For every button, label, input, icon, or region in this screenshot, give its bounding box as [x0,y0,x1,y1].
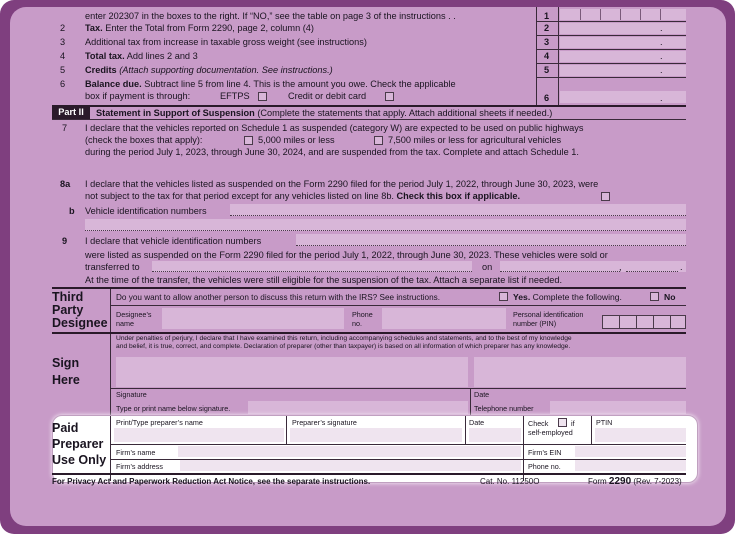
line8b-label: Vehicle identification numbers [85,206,207,216]
preparer-date-field[interactable] [469,428,521,442]
line8a-text-b: not subject to the tax for that period except for any vehicles listed on line 8b. Check this box if applicable. [85,191,521,201]
preparer-name-field[interactable] [114,428,284,442]
line9-num: 9 [62,236,68,246]
designee-phone-label-1: Phone [352,310,373,319]
third-party-heading-3: Designee [52,316,108,330]
penalty-text-1: Under penalties of perjury, I declare that I have examined this return, including accompanying schedules and statements, and to the best of my knowledge [116,335,572,342]
telephone-label: Telephone number [474,404,534,413]
line2-num: 2 [60,23,66,33]
cat-number: Cat. No. 11250O [480,477,540,486]
firm-ein-label: Firm’s EIN [528,448,562,457]
7500-miles-checkbox[interactable] [374,136,383,145]
form-number: Form 2290 (Rev. 7-2023) [588,476,682,487]
box5-num: 5 [544,65,550,75]
firm-ein-field[interactable] [575,446,686,457]
line6-num: 6 [60,79,66,89]
credit-card-checkbox[interactable] [385,92,394,101]
designee-no-label: No [664,292,676,302]
telephone-field[interactable] [550,401,686,414]
line9-text-b: were listed as suspended on the Form 2290 filed for the period July 1, 2022, through June 30, 2023. These vehicles were sold or [85,250,608,260]
privacy-notice: For Privacy Act and Paperwork Reduction Act Notice, see the separate instructions. [52,477,371,486]
line1-date-boxes[interactable] [560,9,686,20]
preparer-name-label: Print/Type preparer’s name [116,418,203,427]
credit-card-label: Credit or debit card [288,91,367,101]
third-party-heading-1: Third [52,290,84,304]
part2-title: Statement in Support of Suspension (Complete the statements that apply. Attach additional sheets if needed.) [96,108,553,118]
line6-text2: box if payment is through: [85,91,191,101]
5000-miles-label: 5,000 miles or less [258,135,335,145]
firm-name-field[interactable] [178,446,521,457]
designee-yes-checkbox[interactable] [499,292,508,301]
box4-num: 4 [544,51,550,61]
line6-amount[interactable] [560,91,686,103]
line2-text: Tax. Enter the Total from Form 2290, page 2, column (4) [85,23,314,33]
self-employed-checkbox[interactable] [558,418,567,427]
line7-text-a: I declare that the vehicles reported on Schedule 1 as suspended (category W) are expected to be used on public highways [85,123,584,133]
line8b-num: b [69,206,75,216]
designee-name-label-2: name [116,319,134,328]
line4-text: Total tax. Add lines 2 and 3 [85,51,198,61]
signature-field[interactable] [116,357,468,387]
designee-pin-label-2: number (PIN) [513,319,557,328]
eftps-checkbox[interactable] [258,92,267,101]
third-party-heading-2: Party [52,303,84,317]
preparer-date-label: Date [469,418,485,427]
phone-no-field[interactable] [575,460,686,471]
form-2290-page: enter 202307 in the boxes to the right. If “NO,” see the table on page 3 of the instructions . . 2 Tax. Enter the Total from Form 2290, page 2, column (4) 3 Additional tax from increase in taxable gross weight (see instructions) 4 Total tax. Add lines 2 and 3 5 Credits (Attach supporting documentation. See instructions.) 6 Balance due. Subtract line 5 from line 4. This is the amount you owe. Check the applicable box if payment is through: EFTPS Credit or debit card 1 2 3 4 5 6 . . . . . Part II Statement in Support of Suspension (Complete the statements that apply. Attach additional sheets if needed.) 7 I declare that the vehicles reported on Schedule 1 as suspended (category W) are expected to be used on public highways (check the boxes that apply): 5,000 miles or less 7,500 miles or less for agricultural vehicles during the period July 1, 2023, through June 30, 2024, and are suspended from the tax. Complete and attach Schedule 1. 8a I declare that the vehicles listed as suspended on the Form 2290 filed for the period July 1, 2022, through June 30, 2023, were not subject to the tax for that period except for any vehicles listed on line 8b. Check this box if applicable. b Vehicle identification numbers 9 I declare that vehicle identification numbers were listed as suspended on the Form 2290 filed for the period July 1, 2022, through June 30, 2023. These vehicles were sold or transferred to on , . At the time of the transfer, the vehicles were still eligible for the suspension of the tax. Attach a separate list if needed. Third Party Designee Do you want to allow another person to discuss this return with the IRS? See instructions. Yes. Complete the following. No Designee’s name Phone no. Personal identification number (PIN) Sign Here Under penalties of perjury, I declare that I have examined this return, including accompanying schedules and statements, and to the best of my knowledge and belief, it is true, correct, and complete. Declaration of preparer (other than taxpayer) is based on all information of which preparer has any knowledge. Signature Date Type or print name below signature. Telephone number Paid Preparer Use Only Print/Type preparer’s name Preparer’s signature Date Check if self-employed PTIN Firm’s name Firm’s EIN Firm’s address Phone no. For Privacy Act and Paperwork Reduction Act Notice, see the separate instructions. Cat. No. 11250O Form 2290 (Rev. 7-2023) [10,7,726,526]
line3-num: 3 [60,37,66,47]
firm-name-label: Firm’s name [116,448,156,457]
sign-date-label: Date [474,390,490,399]
7500-miles-label: 7,500 miles or less for agricultural vehicles [388,135,562,145]
line3-amount[interactable] [560,37,686,48]
line3-text: Additional tax from increase in taxable gross weight (see instructions) [85,37,367,47]
self-employed-check-label: Check [528,419,549,428]
line5-text: Credits (Attach supporting documentation. See instructions.) [85,65,333,75]
box6-num: 6 [544,93,550,103]
penalty-text-2: and belief, it is true, correct, and complete. Declaration of preparer (other than taxpayer) is based on all information of which preparer has any knowledge. [116,343,571,350]
firm-address-field[interactable] [180,460,521,471]
line9-text-d: At the time of the transfer, the vehicles were still eligible for the suspension of the tax. Attach a separate list if needed. [85,275,562,285]
preparer-signature-field[interactable] [290,428,462,442]
part2-tag: Part II [52,107,90,119]
box2-num: 2 [544,23,550,33]
signature-label: Signature [116,390,147,399]
preparer-heading-1: Paid [52,421,79,435]
line7-text-c: during the period July 1, 2023, through June 30, 2024, and are suspended from the tax. Complete and attach Schedule 1. [85,147,579,157]
phone-no-label: Phone no. [528,462,561,471]
preparer-heading-2: Preparer [52,437,104,451]
print-name-field[interactable] [248,401,468,414]
self-employed-if: if [571,419,575,428]
designee-phone-label-2: no. [352,319,362,328]
line9-on-label: on [482,262,493,272]
designee-pin-boxes[interactable] [602,315,686,329]
sign-date-field[interactable] [474,357,686,387]
preparer-heading-3: Use Only [52,453,107,467]
firm-address-label: Firm’s address [116,462,163,471]
preparer-signature-label: Preparer’s signature [292,418,357,427]
designee-no-checkbox[interactable] [650,292,659,301]
line2-amount[interactable] [560,23,686,34]
line8a-num: 8a [60,179,71,189]
line5-num: 5 [60,65,66,75]
designee-yes-label: Yes. Complete the following. [513,292,622,302]
eftps-label: EFTPS [220,91,250,101]
designee-pin-label-1: Personal identification [513,310,584,319]
line4-num: 4 [60,51,66,61]
line5-amount[interactable] [560,65,686,76]
designee-question: Do you want to allow another person to discuss this return with the IRS? See instructions. [116,293,441,302]
line1-text: enter 202307 in the boxes to the right. If “NO,” see the table on page 3 of the instructions . . [85,11,456,21]
line9-text-a: I declare that vehicle identification numbers [85,236,262,246]
line7-num: 7 [62,123,68,133]
line9-text-c: transferred to [85,262,140,272]
self-employed-label: self-employed [528,428,573,437]
ptin-field[interactable] [595,428,686,442]
sign-heading-2: Here [52,373,80,387]
line8a-text-a: I declare that the vehicles listed as suspended on the Form 2290 filed for the period July 1, 2022, through June 30, 2023, were [85,179,599,189]
box3-num: 3 [544,37,550,47]
line7-text-b: (check the boxes that apply): [85,135,203,145]
line4-amount[interactable] [560,51,686,62]
print-name-label: Type or print name below signature. [116,404,231,413]
ptin-label: PTIN [596,418,613,427]
box1-num: 1 [544,11,550,21]
sign-heading-1: Sign [52,356,80,370]
designee-name-label-1: Designee’s [116,310,152,319]
line8a-checkbox[interactable] [601,192,610,201]
designee-phone-field[interactable] [382,308,506,329]
line6-text: Balance due. Subtract line 5 from line 4. This is the amount you owe. Check the applicable [85,79,456,89]
designee-name-field[interactable] [162,308,344,329]
5000-miles-checkbox[interactable] [244,136,253,145]
